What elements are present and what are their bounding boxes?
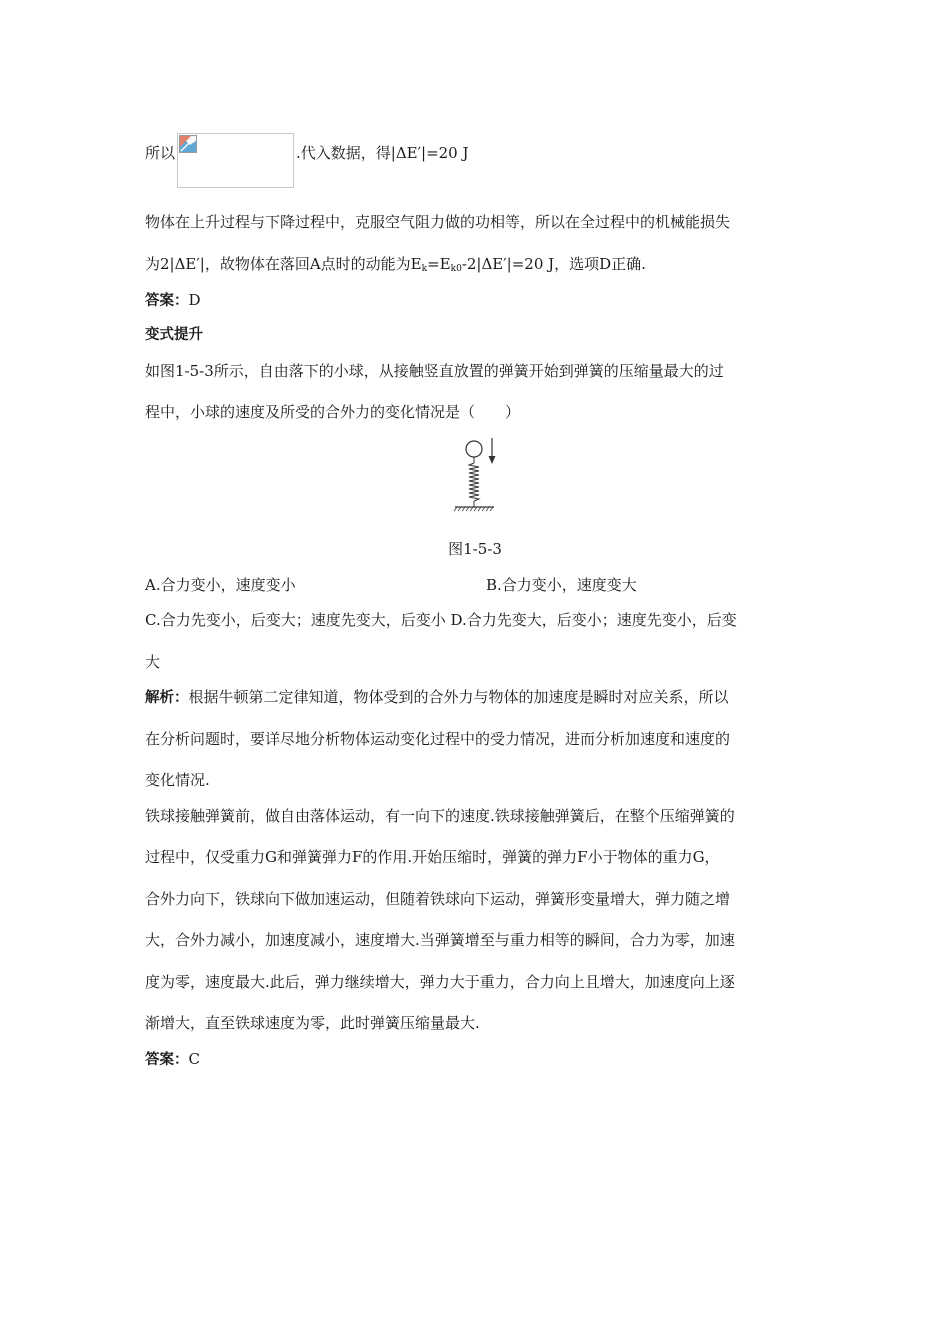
answer-2: 答案：C (145, 1050, 200, 1068)
para2-line4: 大，合外力减小，加速度减小，速度增大.当弹簧增至与重力相等的瞬间，合力为零，加速 (145, 931, 735, 949)
para2-line5: 度为零，速度最大.此后，弹力继续增大，弹力大于重力，合力向上且增大，加速度向上逐 (145, 973, 735, 991)
para2-line3: 合外力向下，铁球向下做加速运动，但随着铁球向下运动，弹簧形变量增大，弹力随之增 (145, 890, 731, 908)
para2-line1: 铁球接触弹簧前，做自由落体运动，有一向下的速度.铁球接触弹簧后，在整个压缩弹簧的 (145, 807, 735, 825)
option-cd: C.合力先变小，后变大；速度先变大，后变小 D.合力先变大，后变小；速度先变小，后变 (145, 611, 737, 629)
broken-image (177, 133, 294, 188)
question-line1: 如图1-5-3所示，自由落下的小球，从接触竖直放置的弹簧开始到弹簧的压缩量最大的过 (145, 362, 724, 380)
analysis-line3: 变化情况. (145, 771, 210, 789)
option-a: A.合力变小，速度变小 (145, 576, 296, 594)
answer-1: 答案：D (145, 291, 201, 309)
spring-ball-figure (450, 436, 500, 516)
ball-shape (466, 441, 482, 457)
question-line2: 程中，小球的速度及所受的合外力的变化情况是（ ） (145, 403, 521, 421)
spring-shape (469, 463, 479, 501)
line-prefix: 所以 (145, 144, 176, 162)
broken-image-icon (179, 135, 197, 153)
para1-line1: 物体在上升过程与下降过程中，克服空气阻力做的功相等，所以在全过程中的机械能损失 (145, 213, 731, 231)
para1-line2: 为2|ΔE′|，故物体在落回A点时的动能为$E_k=E_{k0}-2|\Delta E'|=20$ J，选项D正确. (145, 255, 646, 274)
analysis-line2: 在分析问题时，要详尽地分析物体运动变化过程中的受力情况，进而分析加速度和速度的 (145, 730, 731, 748)
analysis-line1: 解析：根据牛顿第二定律知道，物体受到的合外力与物体的加速度是瞬时对应关系，所以 (145, 688, 729, 706)
section-title: 变式提升 (145, 327, 203, 343)
option-d-tail: 大 (145, 653, 161, 671)
para2-line6: 渐增大，直至铁球速度为零，此时弹簧压缩量最大. (145, 1014, 480, 1032)
para2-line2: 过程中，仅受重力G和弹簧弹力F的作用.开始压缩时，弹簧的弹力F小于物体的重力G， (145, 848, 720, 866)
figure-caption: 图1-5-3 (448, 540, 502, 558)
option-b: B.合力变小，速度变大 (486, 576, 637, 594)
line-suffix: .代入数据，得|ΔE′|=20 J (296, 144, 469, 162)
